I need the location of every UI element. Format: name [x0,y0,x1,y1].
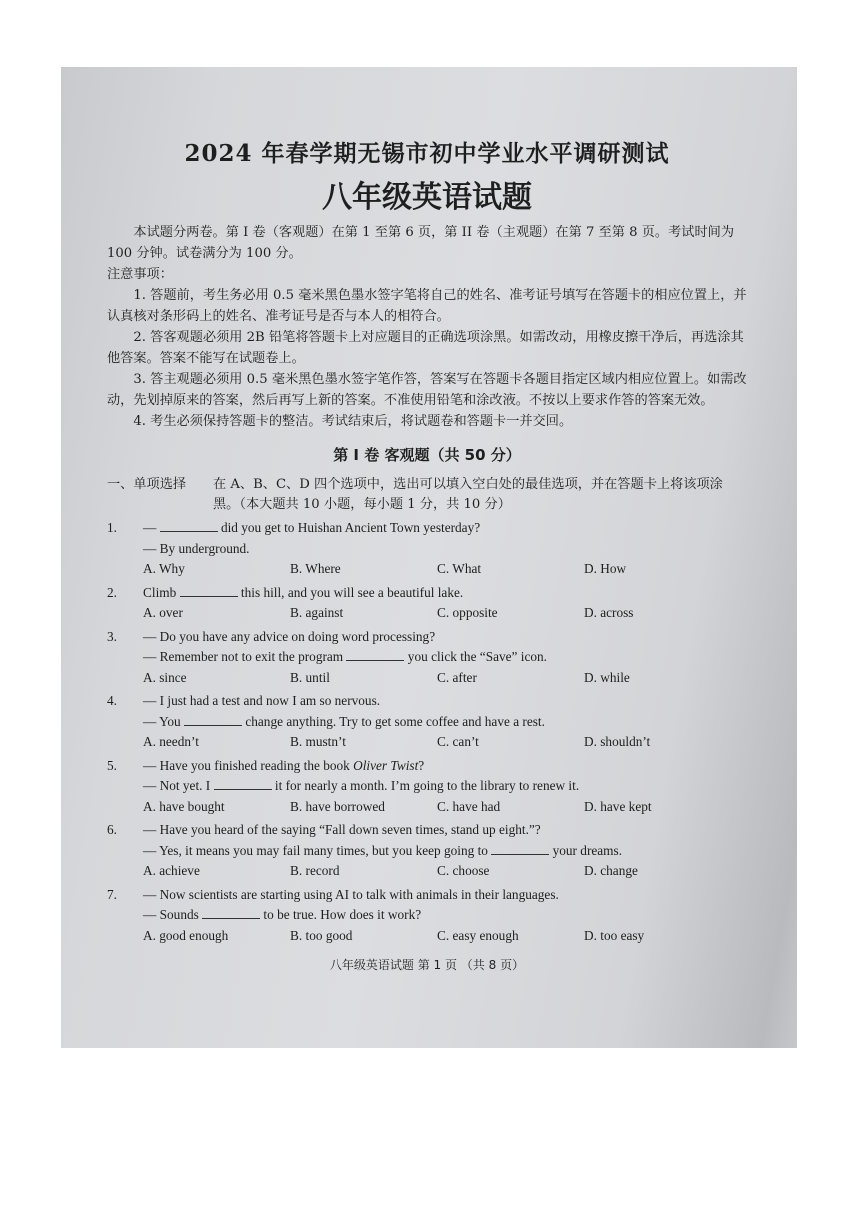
book-title: Oliver Twist [353,757,419,773]
option-a: A. Why [143,561,185,576]
option-d: D. change [584,863,638,878]
answer-options [107,797,747,818]
option-a: A. good enough [143,927,229,943]
answer-blank [180,584,238,597]
question-stem: this hill, and you will see a beautiful lake. [237,584,464,600]
question-number: 2. [107,584,117,600]
question-stem: — I just had a test and now I am so nervous. [143,693,381,708]
option-d: D. How [584,561,627,576]
answer-options [107,861,747,882]
option-d: D. shouldn’t [584,734,651,749]
section-label: 一、单项选择 [107,477,187,492]
question-response: to be true. How does it work? [260,907,422,922]
option-c: C. choose [437,863,490,878]
option-c: C. opposite [437,605,498,620]
notes-heading: 注意事项： [107,267,173,282]
question-response: change anything. Try to get some coffee and have a rest. [242,713,545,729]
option-b: B. too good [290,927,353,943]
answer-options [107,926,747,947]
exam-intro: 本试题分两卷。第 I 卷（客观题）在第 1 至第 6 页，第 II 卷（主观题）在第 7 至第 8 页。考试时间为 100 分钟。试卷满分为 100 分。 [107,225,735,261]
question-number: 4. [107,693,117,708]
option-d: D. across [584,605,634,620]
note-item: 2. 答客观题必须用 2B 铅笔将答题卡上对应题目的正确选项涂黑。如需改动，用橡皮擦干净后，再选涂其他答案。答案不能写在试题卷上。 [107,330,744,366]
question-response: your dreams. [549,842,623,858]
question-response: — By underground. [143,540,250,556]
option-b: B. until [290,669,330,685]
question-stem: did you get to Huishan Ancient Town yesterday? [217,520,481,535]
option-c: C. have had [437,798,501,814]
answer-blank [214,777,272,790]
question-number: 6. [107,822,117,837]
exam-sheet [107,129,747,973]
option-b: B. mustn’t [290,734,346,749]
answer-options [107,603,747,624]
question-2 [107,583,747,624]
option-d: D. while [584,669,630,685]
question-stem: — Have you heard of the saying “Fall down seven times, stand up eight.”? [143,822,541,837]
option-c: C. What [437,561,482,576]
option-d: D. have kept [584,798,652,814]
section-instructions: 在 A、B、C、D 四个选项中，选出可以填入空白处的最佳选项，并在答题卡上将该项涂黑。（本大题共 10 小题，每小题 1 分，共 10 分） [213,477,723,512]
question-response: it for nearly a month. I’m going to the library to renew it. [271,778,580,793]
question-1 [107,518,747,580]
option-a: A. have bought [143,798,225,814]
answer-options [107,668,747,689]
note-item: 3. 答主观题必须用 0.5 毫米黑色墨水签字笔作答，答案写在答题卡各题目指定区域内相应位置上。如需改动，先划掉原来的答案，然后再写上新的答案。不准使用铅笔和涂改液。不按以上要求作答的答案无效。 [107,372,747,408]
option-b: B. record [290,863,340,878]
question-6 [107,820,747,882]
page-footer: 八年级英语试题 第 1 页 （共 8 页） [329,958,525,972]
option-c: C. easy enough [437,927,519,943]
option-a: A. over [143,605,183,620]
option-a: A. needn’t [143,734,199,749]
question-4 [107,691,747,753]
answer-blank [346,648,404,661]
exam-subtitle: 八年级英语试题 [322,180,532,215]
question-response: — Yes, it means you may fail many times, but you keep going to [143,842,492,858]
question-stem: — Do you have any advice on doing word processing? [143,628,436,644]
option-a: A. since [143,669,187,685]
scanned-exam-photo [61,67,797,1048]
option-b: B. have borrowed [290,798,385,814]
question-stem: — Now scientists are starting using AI to talk with animals in their languages. [143,886,559,902]
question-number: 3. [107,628,117,644]
question-3 [107,627,747,689]
option-b: B. Where [290,561,341,576]
option-a: A. achieve [143,863,200,878]
part-heading: 第 I 卷 客观题（共 50 分） [333,446,521,464]
option-c: C. after [437,669,477,685]
question-stem: — [143,520,160,535]
option-d: D. too easy [584,927,645,943]
question-stem: — Have you finished reading the book [143,757,354,773]
section-header [107,475,747,515]
question-response: — Not yet. I [143,778,214,793]
question-response: — Sounds [143,907,203,922]
answer-blank [202,906,260,919]
note-item: 4. 考生必须保持答题卡的整洁。考试结束后，将试题卷和答题卡一并交回。 [133,414,573,429]
question-response: — You [143,713,185,729]
question-response: you click the “Save” icon. [404,649,547,664]
exam-title: 2024 年春学期无锡市初中学业水平调研测试 [184,140,670,167]
question-7 [107,885,747,947]
answer-blank [491,842,549,855]
answer-options [107,732,747,753]
question-stem: Climb [143,584,180,600]
question-5 [107,756,747,818]
question-number: 5. [107,757,117,773]
note-item: 1. 答题前，考生务必用 0.5 毫米黑色墨水签字笔将自己的姓名、准考证号填写在答题卡的相应位置上，并认真核对条形码上的姓名、准考证号是否与本人的相符合。 [107,288,747,324]
option-b: B. against [290,605,344,620]
question-number: 1. [107,520,117,535]
question-response: — Remember not to exit the program [143,649,347,664]
answer-options [107,559,747,580]
question-stem: ? [418,757,425,773]
answer-blank [160,519,218,532]
option-c: C. can’t [437,734,479,749]
question-number: 7. [107,886,117,902]
answer-blank [184,713,242,726]
